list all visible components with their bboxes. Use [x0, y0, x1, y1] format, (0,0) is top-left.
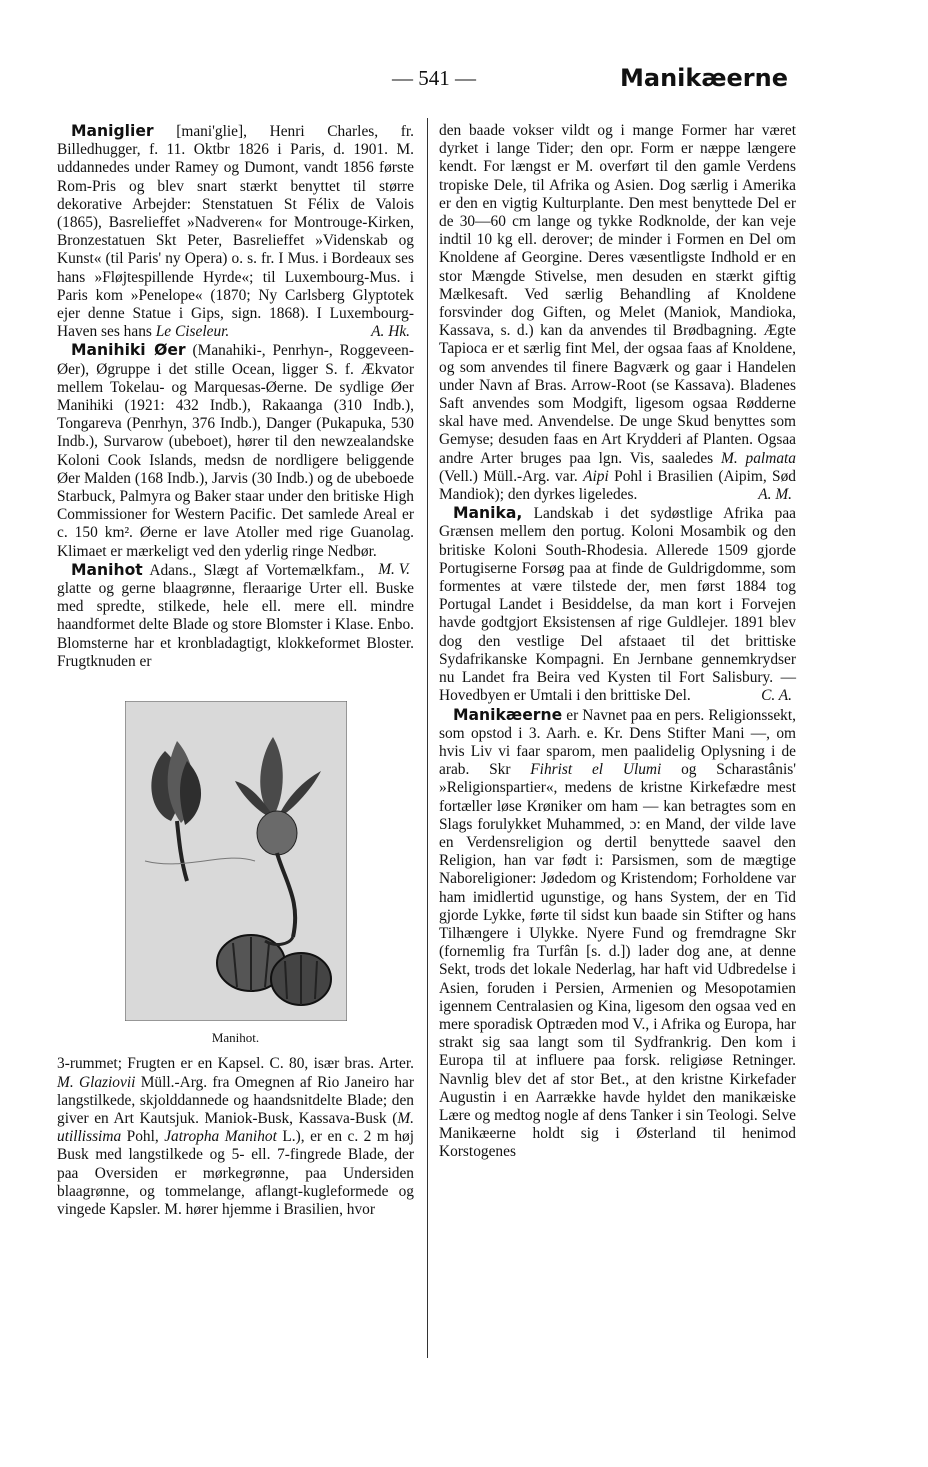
headword: Manika, — [453, 504, 523, 523]
species-name: Aipi — [583, 467, 609, 485]
entry-manihot-end — [439, 122, 796, 504]
species-name: Jatropha Manihot — [164, 1128, 277, 1146]
entry-text: [mani'glie], Henri Charles, fr. Billedhugger, f. 11. Oktbr 1826 i Paris, d. 1901. M. uddannedes under Ramey og Dumont, vandt 1856 første Rom-Pris og blev snart stærkt benyttet til større dekorative Arbejder: Stenstatuen St Félix de Valois (1865), Basrelieffet »Nadveren« for Montrouge-Kirken, Bronzestatuen Skt Peter, Basrelieffet »Videnskab og Kunst« (til Paris' ny Opera) o. s. fr. I Mus. i Bordeaux ses hans »Fløjtespillende Hyrde«; til Luxembourg-Mus. i Paris kom »Penelope« (1870; Ny Carlsberg Glyptotek ejer denne Statue i Gips, sign. 1868). I Luxembourg-Haven ses hans — [57, 123, 414, 341]
entry-text: Pohl i Brasilien (Aipim, Sød Mandiok); den dyrkes ligeledes. — [439, 467, 796, 504]
work-title: Fihrist el Ulumi — [530, 761, 662, 779]
entry-text: Adans., Slægt af Vortemælkfam., glatte og gerne blaagrønne, fleraarige Urter ell. Buske med spredte, stilkede, hele ell. mere ell. mindre haandformet delte Blade og store Blomster i Klase. Enbo. Blomsterne har et kronbladagtigt, klokkeformet Bloster. Frugtknuden er — [57, 561, 414, 670]
entry-manika — [439, 504, 796, 705]
entry-maniglier — [57, 122, 414, 341]
manihot-figure — [121, 701, 351, 1047]
entry-manikaeerne — [439, 706, 796, 1162]
author-signature: C. A. — [761, 687, 792, 705]
headword: Maniglier — [71, 122, 154, 140]
right-column — [439, 122, 796, 1162]
author-signature: A. M. — [758, 486, 792, 504]
author-signature: A. Hk. — [371, 323, 410, 341]
entry-text: (Vell.) Müll.-Arg. var. — [439, 467, 578, 485]
entry-text: er Navnet paa en pers. Religionssekt, som opstod i 3. Aarh. e. Kr. Dens Stifter Mani —, om hvis Liv vi faar sparom, men paalidelig Oplysning i de arab. Skr — [439, 706, 796, 779]
work-title: Le Ciseleur. — [155, 323, 230, 341]
left-column — [57, 122, 414, 1219]
column-divider — [427, 118, 428, 1358]
page-number: — 541 — — [392, 66, 476, 90]
entry-text: og Scharastânis' »Religionspartier«, medens de kristne Kirkefædre mest fortæller løse Krøniker om ham — kan betragtes som en Slags forulykket Muhammed, ɔ: en Mand, der vilde lave en Verdensreligion og dertil benyttede saavel den Religion, han var født i: Parsismen, som de mægtige Naboreligioner: Jødedom og Kristendom; Forholdene var ham imidlertid ugunstige, og hans System, der en Tid gjorde Lykke, førte til sidst kun baade sin Stifter og hans Tilhængere i Ulykke. Nyere Fund og fremdragne Skr (fornemlig fra Turfân [s. d.]) lader dog ane, at denne Sekt, trods det lokale Nederlag, har haft vid Udbredelse i Asien, foruden i Persien, Armenien og Mesopotamien igennem Centralasien og Kina, ligesom den ogsaa ved en mere sporadisk Optræden mod V., i Afrika og Europa, har strakt sig saa langt som til Sydfrankrig. Den kom i Europa til at influere paa forsk. religiøse Retninger. Navnlig blev det af stor Bet., at den kristne Kirkefader Augustin i en Aarrække havde hyldet den manikæiske Lære og medtog nogle af dens Tanker i sin Teologi. Selve Manikæerne holdt sig i Østerland til henimod Korstogenes — [439, 761, 796, 1161]
page-header — [0, 64, 928, 96]
entry-text: L.), er en c. 2 m høj Busk med langstilkede og 5- ell. 7-fingrede Blade, der paa Oversiden er mørkegrønne, paa Undersiden blaagrønne, og tommelange, aflangt-kugleformede og vingede Kapsler. M. hører hjemme i Brasilien, hvor — [57, 1128, 414, 1218]
entry-text: (Manahiki-, Penrhyn-, Roggeveen-Øer), Øgruppe i det stille Ocean, ligger S. f. Ækvator mellem Tokelau- og Marquesas-Øerne. De sydlige Øer Manihiki (1921: 432 Indb.), Rakaanga (310 Indb.), Tongareva (Penrhyn, 376 Indb.), Danger (Pukapuka, 530 Indb.), Survarow (ubeboet), hører til den newzealandske Koloni Cook Islands, medsn de nordligere beliggende Øer Malden (168 Indb.), Jarvis (30 Indb.) og de ubeboede Starbuck, Palmyra og Baker staar under den britiske High Commissioner for Western Pacific. Det samlede Areal er c. 150 km². Øerne er lave Atoller med rige Guanolag. Klimaet er mærkeligt ved den yderlig ringe Nedbør. — [57, 342, 414, 560]
species-name: M. palmata — [721, 449, 796, 467]
entry-text: den baade vokser vildt og i mange Former har været dyrket i lange Tider; den opr. Form er næppe længere kendt. For længst er M. overført til den gamle Verdens tropiske Dele, til Afrika og Asien. Dog særlig i Amerika er den en vigtig Kulturplante. Den mest benyttede Del er de 30—60 cm lange og tykke Rodknolde, der kan veje indtil 10 kg ell. derover; de minder i Formen en Del om Knoldene af Georgine. Deres væsentligste Indhold er en stor Mængde Stivelse, men desuden en stærkt giftig Mælkesaft. Ved særlig Behandling af Knoldene forsvinder dog Giften, og Melet (Maniok, Mandioka, Kassava, s. d.) kan da anvendes til Brødbagning. Ægte Tapioca er et særlig fint Mel, der ogsaa faas af Knoldene, og som anvendes til finere Bagværk og gaar i Handelen under Navn af Bras. Arrow-Root (se Kassava). Bladenes Saft anvendes som Modgift, ligesom ogsaa Rødderne skal have med. Anvendelse. De unge Skud benyttes som Gemyse; desuden faas en Art Krydderi af Planten. Ogsaa andre Arter bruges paa lgn. Vis, saaledes — [439, 122, 796, 467]
species-name: M. utillissima — [57, 1109, 414, 1146]
entry-text: Landskab i det sydøstlige Afrika paa Grænsen mellem den portug. Koloni Mosambik og den britiske Koloni South-Rhodesia. Allerede 1509 gjorde Portugiserne Forsøg paa at finde de Guldrigdomme, som formentes at være tilstede der, men først 1884 tog Portugal Landet i Besiddelse, da man kort i Forvejen havde godtgjort Eksistensen af rige Guldlejer. 1891 blev dog den vestlige Del afstaaet til det brittiske Sydafrikanske Kompagni. En Jernbane gennemkrydser nu Landet fra Beira ved Kysten til Fort Salisbury. — Hovedbyen er Umtali i den brittiske Del. — [439, 505, 796, 705]
entry-manihot — [57, 561, 414, 671]
figure-caption: Manihot. — [211, 1030, 260, 1046]
author-signature: M. V. — [378, 560, 410, 578]
running-head: Manikæerne — [620, 64, 788, 92]
entry-text: Pohl, — [126, 1128, 159, 1146]
entry-manihot-continued — [57, 1055, 414, 1219]
species-name: M. Glaziovii — [57, 1073, 136, 1091]
manihot-illustration — [125, 701, 347, 1021]
headword: Manihiki Øer — [71, 341, 186, 360]
headword: Manikæerne — [453, 705, 563, 724]
headword: Manihot — [71, 560, 143, 579]
entry-text: 3-rummet; Frugten er en Kapsel. C. 80, især bras. Arter. — [57, 1055, 414, 1073]
entry-text: Müll.-Arg. fra Omegnen af Rio Janeiro har langstilkede, skjolddannede og haandsnitdelte Blade; den giver en Art Kautsjuk. Maniok-Busk, Kassava-Busk ( — [57, 1073, 414, 1127]
